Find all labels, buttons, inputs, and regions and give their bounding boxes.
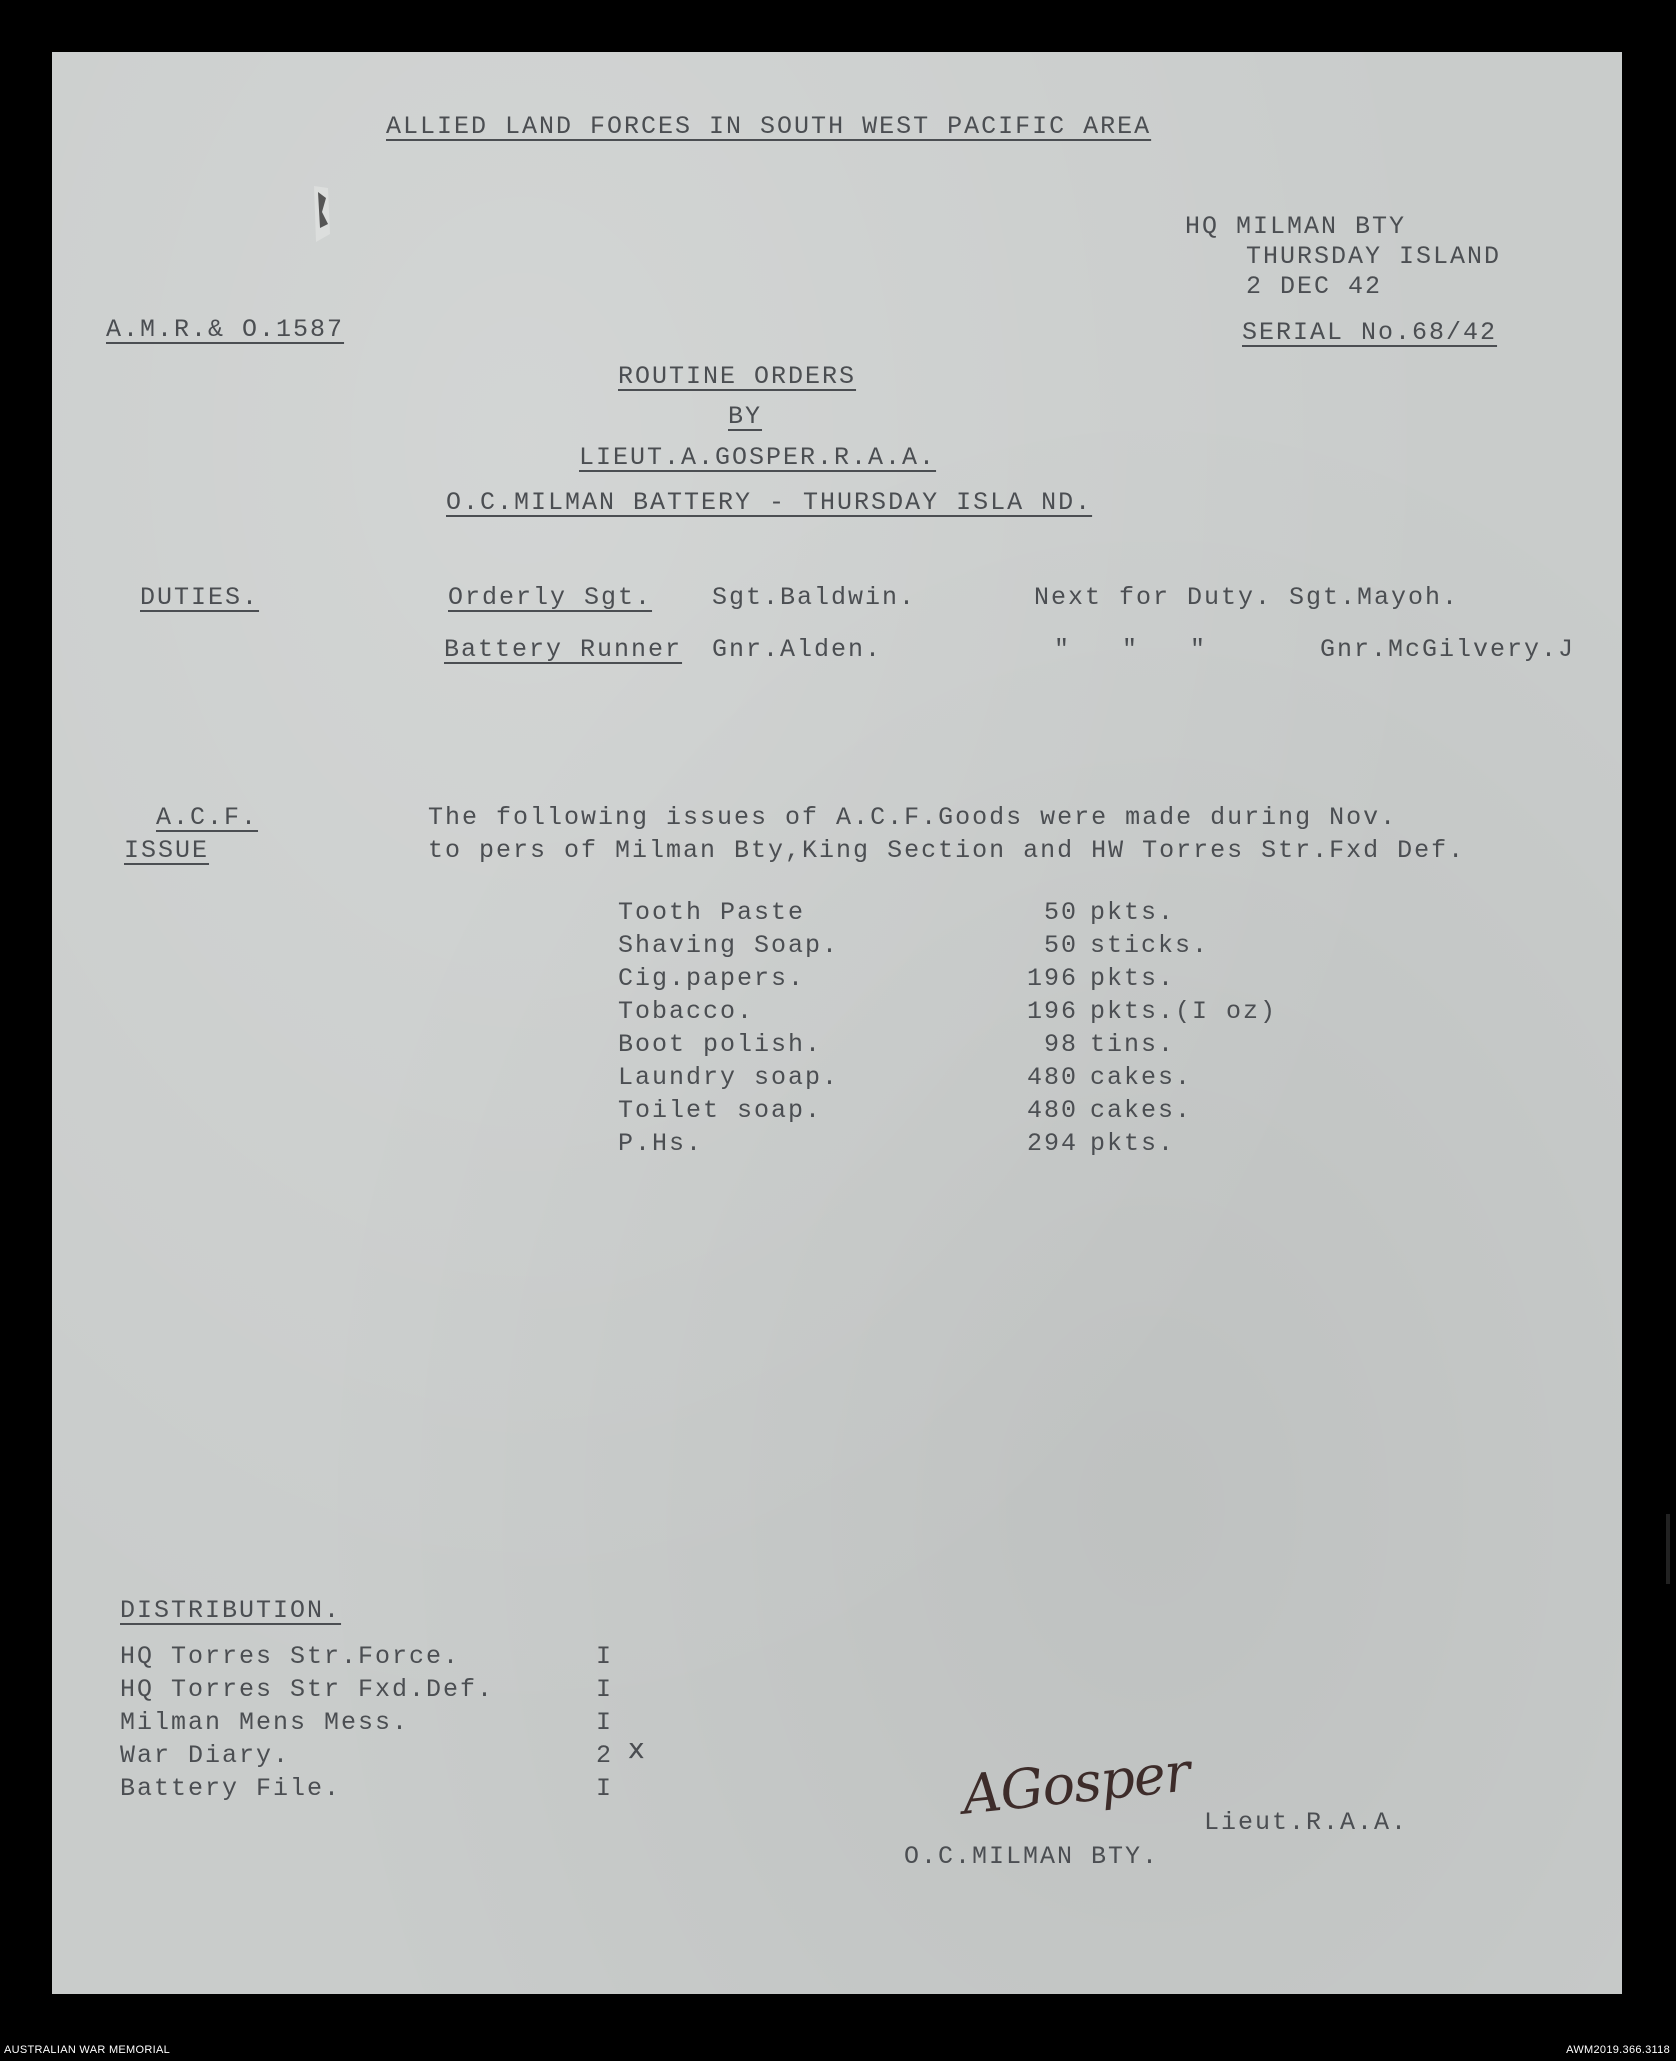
paper-edge-shadow	[1666, 1514, 1670, 1584]
item-name: Tooth Paste	[618, 898, 806, 927]
distribution-copies: I	[596, 1675, 614, 1704]
duty-role-orderly-sgt: Orderly Sgt.	[448, 583, 653, 612]
item-quantity: 480	[1026, 1063, 1078, 1092]
item-quantity: 196	[1026, 964, 1078, 993]
duty-name-battery-runner: Gnr.Alden.	[712, 635, 883, 664]
title-routine-orders: ROUTINE ORDERS	[618, 362, 857, 391]
acf-heading: A.C.F.	[156, 803, 259, 832]
item-quantity: 196	[1026, 997, 1078, 1026]
handwritten-signature: AGosper	[959, 1740, 1193, 1827]
item-name: Laundry soap.	[618, 1063, 840, 1092]
paper-tear-mark	[308, 184, 334, 244]
distribution-recipient: Milman Mens Mess.	[120, 1708, 410, 1737]
item-unit: sticks.	[1090, 931, 1210, 960]
distribution-recipient: HQ Torres Str Fxd.Def.	[120, 1675, 495, 1704]
signature-rank: Lieut.R.A.A.	[1204, 1808, 1409, 1837]
item-unit: cakes.	[1090, 1096, 1193, 1125]
footer-archive-name: AUSTRALIAN WAR MEMORIAL	[4, 2044, 171, 2056]
address-line-2: THURSDAY ISLAND	[1246, 242, 1502, 271]
item-name: Boot polish.	[618, 1030, 823, 1059]
distribution-copies: I	[596, 1642, 614, 1671]
distribution-copies: 2	[596, 1741, 614, 1770]
item-unit: pkts.	[1090, 964, 1176, 993]
reference-number: A.M.R.& O.1587	[106, 315, 345, 344]
item-name: Cig.papers.	[618, 964, 806, 993]
ditto-marks: " " "	[1054, 635, 1208, 664]
footer-accession-number: AWM2019.366.3118	[1566, 2044, 1670, 2056]
item-quantity: 294	[1026, 1129, 1078, 1158]
item-quantity: 98	[1043, 1030, 1078, 1059]
item-name: P.Hs.	[618, 1129, 704, 1158]
duties-heading: DUTIES.	[140, 583, 260, 612]
acf-text-line-2: to pers of Milman Bty,King Section and HW Torres Str.Fxd Def.	[428, 836, 1466, 865]
item-name: Toilet soap.	[618, 1096, 823, 1125]
title-officer: LIEUT.A.GOSPER.R.A.A.	[579, 443, 937, 472]
item-unit: pkts.	[1090, 1129, 1176, 1158]
item-unit: pkts.	[1090, 898, 1176, 927]
item-name: Tobacco.	[618, 997, 755, 1026]
distribution-copies: I	[596, 1774, 614, 1803]
serial-number: SERIAL No.68/42	[1242, 318, 1498, 347]
duty-name-orderly-sgt: Sgt.Baldwin.	[712, 583, 917, 612]
duty-next-battery-runner: Gnr.McGilvery.J	[1320, 635, 1576, 664]
distribution-recipient: War Diary.	[120, 1741, 291, 1770]
item-quantity: 50	[1043, 931, 1078, 960]
item-unit: pkts.(I oz)	[1090, 997, 1278, 1026]
acf-issue-heading: ISSUE	[124, 836, 210, 865]
item-name: Shaving Soap.	[618, 931, 840, 960]
distribution-heading: DISTRIBUTION.	[120, 1596, 342, 1625]
item-quantity: 480	[1026, 1096, 1078, 1125]
title-by: BY	[728, 402, 763, 431]
handwritten-tick: x	[628, 1732, 645, 1765]
signature-position: O.C.MILMAN BTY.	[904, 1842, 1160, 1871]
acf-text-line-1: The following issues of A.C.F.Goods were made during Nov.	[428, 803, 1398, 832]
duty-next-orderly-sgt: Next for Duty. Sgt.Mayoh.	[1034, 583, 1460, 612]
distribution-copies: I	[596, 1708, 614, 1737]
title-command: O.C.MILMAN BATTERY - THURSDAY ISLA ND.	[446, 488, 1093, 517]
distribution-recipient: HQ Torres Str.Force.	[120, 1642, 461, 1671]
item-quantity: 50	[1043, 898, 1078, 927]
address-line-1: HQ MILMAN BTY	[1185, 212, 1407, 241]
item-unit: cakes.	[1090, 1063, 1193, 1092]
duty-role-battery-runner: Battery Runner	[444, 635, 683, 664]
organisation-heading: ALLIED LAND FORCES IN SOUTH WEST PACIFIC AREA	[386, 112, 1152, 141]
item-unit: tins.	[1090, 1030, 1176, 1059]
distribution-recipient: Battery File.	[120, 1774, 342, 1803]
address-line-3: 2 DEC 42	[1246, 272, 1383, 301]
